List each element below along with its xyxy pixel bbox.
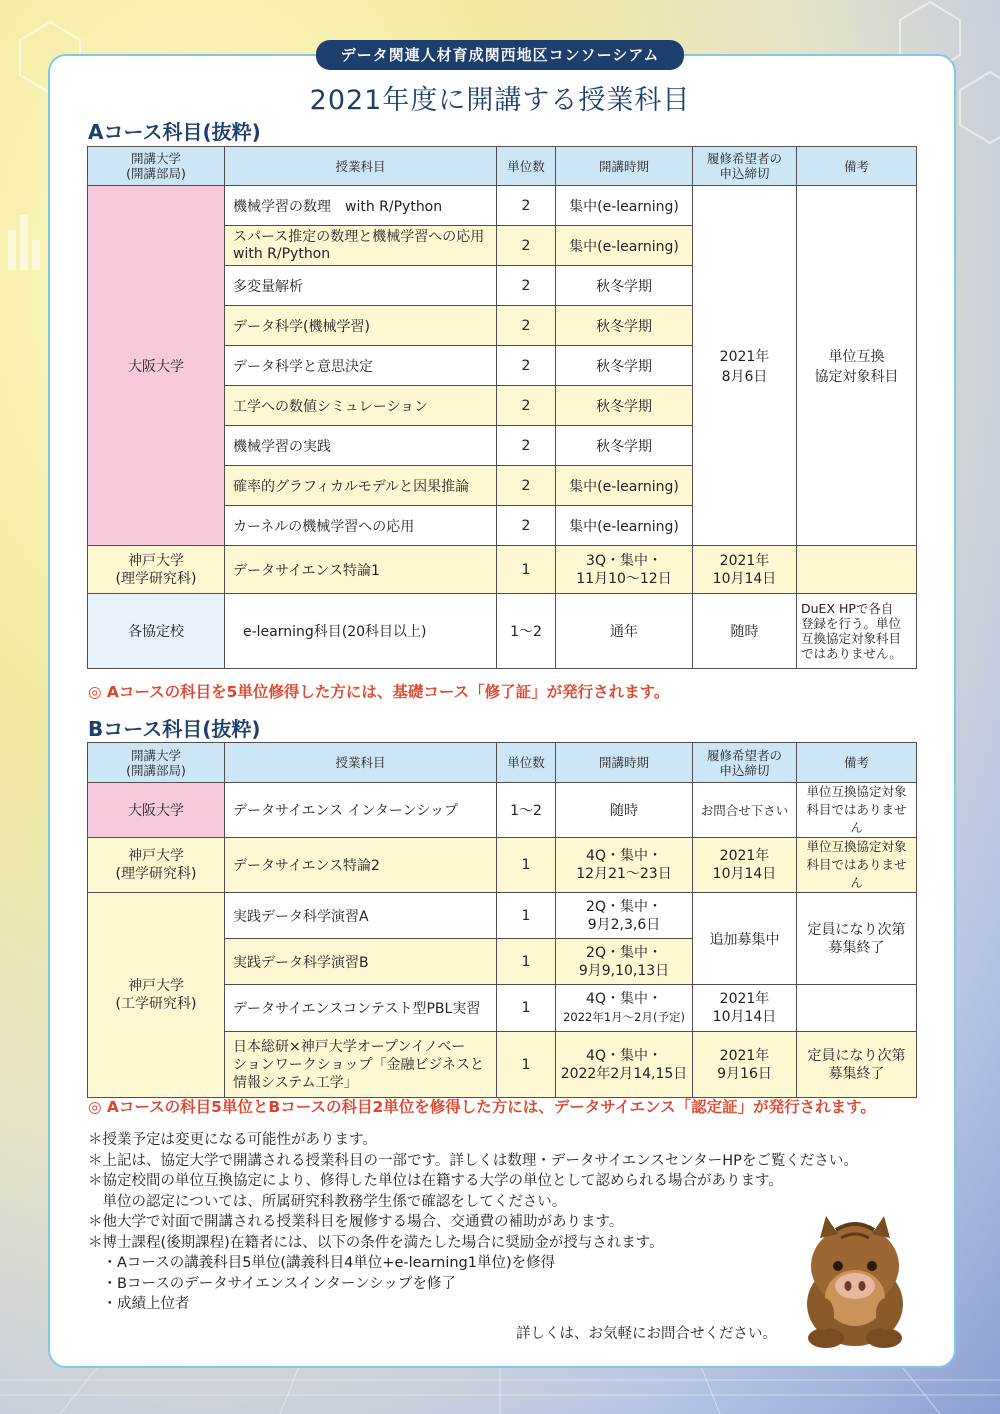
subject-cell: スパース推定の数理と機械学習への応用 with R/Python: [225, 226, 497, 266]
univ-cell: 神戸大学 (理学研究科): [88, 838, 225, 893]
period-cell: 集中(e-learning): [556, 186, 693, 226]
note-item: ＊博士課程(後期課程)在籍者には、以下の条件を満たした場合に奨励金が授与されます。: [88, 1234, 664, 1251]
credits-cell: 2: [497, 386, 556, 426]
subject-cell: データサイエンス特論1: [225, 546, 497, 594]
deadline-cell: 2021年 8月6日: [693, 186, 797, 546]
subject-cell: e-learning科目(20科目以上): [225, 594, 497, 669]
note-item: ・Aコースの講義科目5単位(講義科目4単位+e-learning1単位)を修得: [88, 1255, 556, 1271]
header-remarks: 備考: [797, 147, 917, 186]
univ-cell: 大阪大学: [88, 186, 225, 546]
deadline-cell: 2021年 10月14日: [693, 546, 797, 594]
credits-cell: 1: [497, 985, 556, 1032]
header-deadline: 履修希望者の 申込締切: [693, 147, 797, 186]
page-title: 2021年度に開講する授業科目: [309, 85, 691, 116]
credits-cell: 2: [497, 466, 556, 506]
credits-cell: 2: [497, 506, 556, 546]
deadline-cell: 2021年 10月14日: [693, 985, 797, 1032]
note-item: ＊授業予定は変更になる可能性があります。: [88, 1132, 377, 1148]
subject-cell: 機械学習の数理 with R/Python: [225, 186, 497, 226]
note-item: 単位の認定については、所属研究科教務学生係で確認をしてください。: [88, 1193, 567, 1210]
credits-cell: 1: [497, 939, 556, 985]
subject-cell: 工学への数値シミュレーション: [225, 386, 497, 426]
remarks-cell: 単位互換協定対象 科目ではありません: [797, 838, 917, 893]
period-cell: 通年: [556, 594, 693, 669]
subject-cell: データサイエンス特論2: [225, 838, 497, 893]
header-deadline: 履修希望者の 申込締切: [693, 743, 797, 783]
course-a-table: [87, 146, 917, 669]
note-item: ＊上記は、協定大学で開講される授業科目の一部です。詳しくは数理・データサイエンスセンターHPをご覧ください。: [88, 1152, 858, 1169]
univ-cell: 各協定校: [88, 594, 225, 669]
credits-cell: 2: [497, 266, 556, 306]
deadline-cell: お問合せ下さい: [693, 783, 797, 838]
subject-cell: データ科学と意思決定: [225, 346, 497, 386]
header-period: 開講時期: [556, 743, 693, 783]
period-cell: 4Q・集中・ 2022年2月14,15日: [556, 1032, 693, 1098]
credits-cell: 1: [497, 1032, 556, 1098]
contact-text: 詳しくは、お気軽にお問合せください。: [516, 1326, 777, 1342]
credits-cell: 2: [497, 306, 556, 346]
note-item: ＊他大学で対面で開講される授業科目を履修する場合、交通費の補助があります。: [88, 1214, 624, 1230]
univ-cell: 神戸大学 (理学研究科): [88, 546, 225, 594]
period-cell: 随時: [556, 783, 693, 838]
subject-cell: カーネルの機械学習への応用: [225, 506, 497, 546]
credits-cell: 1〜2: [497, 594, 556, 669]
header-univ: 開講大学 (開講部局): [88, 147, 225, 186]
course-b-table: [87, 742, 917, 1098]
subject-cell: 確率的グラフィカルモデルと因果推論: [225, 466, 497, 506]
subject-cell: データ科学(機械学習): [225, 306, 497, 346]
remarks-cell: 定員になり次第 募集終了: [797, 893, 917, 985]
header-subject: 授業科目: [225, 743, 497, 783]
period-cell: 集中(e-learning): [556, 466, 693, 506]
notes-list: [88, 1130, 908, 1315]
credits-cell: 2: [497, 226, 556, 266]
note-item: ・Bコースのデータサイエンスインターンシップを修了: [88, 1275, 456, 1292]
deadline-cell: 2021年 10月14日: [693, 838, 797, 893]
remarks-cell: 定員になり次第 募集終了: [797, 1032, 917, 1098]
period-cell: 秋冬学期: [556, 266, 693, 306]
course-b-heading: Bコース科目(抜粋): [88, 717, 261, 741]
table-row: [88, 546, 917, 594]
remarks-cell: [797, 546, 917, 594]
course-a-heading: Aコース科目(抜粋): [88, 120, 261, 144]
credits-cell: 1: [497, 893, 556, 939]
table-row: [88, 186, 917, 226]
header-credits: 単位数: [497, 743, 556, 783]
deadline-cell: 随時: [693, 594, 797, 669]
period-cell: 2Q・集中・ 9月9,10,13日: [556, 939, 693, 985]
period-cell: 4Q・集中・ 2022年1月〜2月(予定): [556, 985, 693, 1032]
header-univ: 開講大学 (開講部局): [88, 743, 225, 783]
deadline-cell: 2021年 9月16日: [693, 1032, 797, 1098]
header-credits: 単位数: [497, 147, 556, 186]
credits-cell: 1: [497, 546, 556, 594]
table-header-row: [88, 147, 917, 186]
table-row: [88, 893, 917, 939]
subject-cell: データサイエンスコンテスト型PBL実習: [225, 985, 497, 1032]
credits-cell: 1〜2: [497, 783, 556, 838]
course-a-note: ◎ Aコースの科目を5単位修得した方には、基礎コース「修了証」が発行されます。: [88, 683, 670, 701]
remarks-cell: [797, 985, 917, 1032]
table-row: [88, 594, 917, 669]
consortium-badge: データ関連人材育成関西地区コンソーシアム: [316, 40, 684, 70]
period-cell: 集中(e-learning): [556, 506, 693, 546]
univ-cell: 神戸大学 (工学研究科): [88, 893, 225, 1098]
period-cell: 秋冬学期: [556, 426, 693, 466]
period-cell: 秋冬学期: [556, 346, 693, 386]
course-b-note: ◎ Aコースの科目5単位とBコースの科目2単位を修得した方には、データサイエンス「認定証」が発行されます。: [88, 1098, 876, 1116]
univ-cell: 大阪大学: [88, 783, 225, 838]
header-period: 開講時期: [556, 147, 693, 186]
period-cell: 秋冬学期: [556, 386, 693, 426]
subject-cell: 日本総研×神戸大学オープンイノベー ションワークショップ「金融ビジネスと 情報システム工学」: [225, 1032, 497, 1098]
credits-cell: 2: [497, 186, 556, 226]
subject-cell: データサイエンス インターンシップ: [225, 783, 497, 838]
period-cell: 2Q・集中・ 9月2,3,6日: [556, 893, 693, 939]
subject-cell: 機械学習の実践: [225, 426, 497, 466]
subject-cell: 多変量解析: [225, 266, 497, 306]
period-cell: 集中(e-learning): [556, 226, 693, 266]
period-cell: 4Q・集中・ 12月21〜23日: [556, 838, 693, 893]
period-cell: 秋冬学期: [556, 306, 693, 346]
remarks-cell: DuEX HPで各自 登録を行う。単位 互換協定対象科目 ではありません。: [797, 594, 917, 669]
deadline-cell: 追加募集中: [693, 893, 797, 985]
subject-cell: 実践データ科学演習A: [225, 893, 497, 939]
table-row: [88, 838, 917, 893]
period-cell: 3Q・集中・ 11月10〜12日: [556, 546, 693, 594]
table-row: [88, 783, 917, 838]
header-remarks: 備考: [797, 743, 917, 783]
remarks-cell: 単位互換 協定対象科目: [797, 186, 917, 546]
subject-cell: 実践データ科学演習B: [225, 939, 497, 985]
credits-cell: 1: [497, 838, 556, 893]
note-item: ・成績上位者: [88, 1296, 190, 1312]
remarks-cell: 単位互換協定対象 科目ではありません: [797, 783, 917, 838]
table-header-row: [88, 743, 917, 783]
note-item: ＊協定校間の単位互換協定により、修得した単位は在籍する大学の単位として認められる場合があります。: [88, 1173, 783, 1189]
credits-cell: 2: [497, 346, 556, 386]
boar-mascot-icon: [796, 1208, 914, 1350]
credits-cell: 2: [497, 426, 556, 466]
header-subject: 授業科目: [225, 147, 497, 186]
